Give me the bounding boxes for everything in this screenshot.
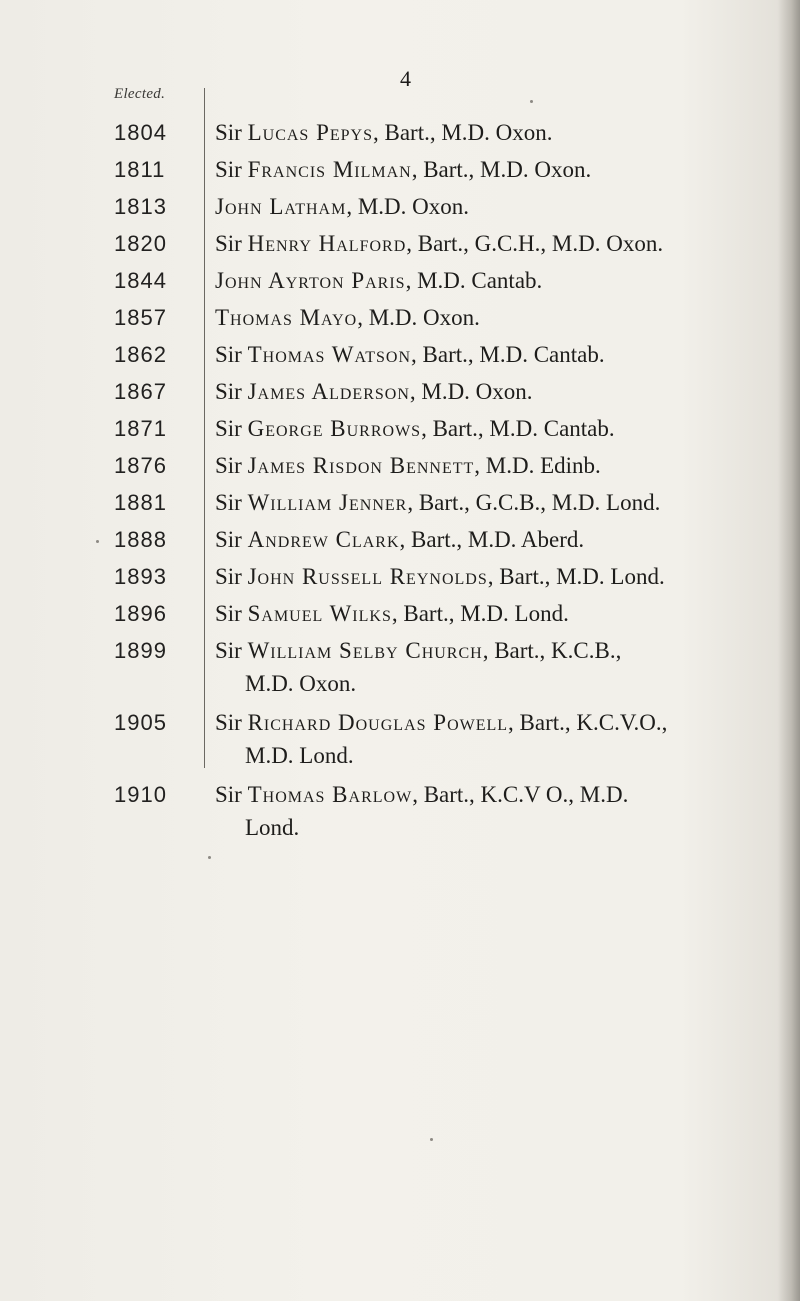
- entry-text: [215, 377, 775, 407]
- page-number: 4: [400, 66, 411, 91]
- entry-text: [215, 266, 775, 296]
- list-item: [0, 780, 780, 850]
- list-item: [0, 562, 780, 598]
- list-item: [0, 155, 780, 191]
- year-elected: 1910: [114, 782, 167, 807]
- list-item: [0, 525, 780, 561]
- entry-text: [215, 303, 775, 333]
- list-item: [0, 266, 780, 302]
- year-elected: 1820: [114, 231, 167, 256]
- entry-degrees: , Bart., M.D. Cantab.: [421, 416, 615, 441]
- entry-prefix: Sir: [215, 527, 248, 552]
- entry-text: [215, 780, 775, 810]
- year-elected: 1881: [114, 490, 167, 515]
- entry-degrees: , M.D. Oxon.: [409, 379, 533, 404]
- person-name: Richard Douglas Powell: [247, 710, 509, 735]
- paper-speck: [208, 856, 211, 859]
- entry-prefix: Sir: [215, 453, 248, 478]
- year-elected: 1862: [114, 342, 167, 367]
- year-elected: 1844: [114, 268, 167, 293]
- person-name: James Alderson: [247, 379, 410, 404]
- entry-text: [215, 229, 775, 259]
- entry-degrees: , Bart., K.C.V.O.,: [508, 710, 668, 735]
- paper-speck: [530, 100, 533, 103]
- person-name: William Jenner: [247, 490, 408, 515]
- person-name: Lucas Pepys: [247, 120, 373, 145]
- entry-text: [215, 414, 775, 444]
- list-item: [0, 414, 780, 450]
- entry-text: [215, 599, 775, 629]
- entry-degrees: , Bart., M.D. Cantab.: [411, 342, 605, 367]
- entry-text: [215, 451, 775, 481]
- person-name: Thomas Barlow: [247, 782, 413, 807]
- person-name: John Ayrton Paris: [215, 268, 406, 293]
- paper-speck: [96, 540, 99, 543]
- year-elected: 1888: [114, 527, 167, 552]
- list-item: [0, 303, 780, 339]
- year-elected: 1876: [114, 453, 167, 478]
- entry-prefix: Sir: [215, 342, 248, 367]
- entry-prefix: Sir: [215, 782, 248, 807]
- entry-degrees: , Bart., M.D. Oxon.: [373, 120, 553, 145]
- entry-prefix: Sir: [215, 564, 248, 589]
- year-elected: 1893: [114, 564, 167, 589]
- person-name: James Risdon Bennett: [247, 453, 475, 478]
- year-elected: 1811: [114, 157, 166, 182]
- entry-text: [215, 340, 775, 370]
- entry-text: [215, 525, 775, 555]
- entry-prefix: Sir: [215, 601, 248, 626]
- entry-prefix: Sir: [215, 379, 248, 404]
- entry-prefix: Sir: [215, 638, 248, 663]
- entry-degrees: , M.D. Oxon.: [346, 194, 469, 219]
- year-elected: 1896: [114, 601, 167, 626]
- entry-prefix: Sir: [215, 490, 248, 515]
- person-name: George Burrows: [247, 416, 422, 441]
- list-item: [0, 229, 780, 265]
- person-name: Francis Milman: [247, 157, 412, 182]
- person-name: Thomas Mayo: [215, 305, 358, 330]
- entry-degrees: , Bart., M.D. Lond.: [487, 564, 665, 589]
- entry-degrees: , Bart., M.D. Lond.: [391, 601, 569, 626]
- column-header-elected: Elected.: [114, 86, 166, 102]
- entry-degrees: , Bart., G.C.B., M.D. Lond.: [407, 490, 661, 515]
- year-elected: 1867: [114, 379, 167, 404]
- entry-text: [215, 636, 775, 666]
- person-name: Henry Halford: [247, 231, 407, 256]
- entry-continuation: Lond.: [245, 815, 300, 840]
- entry-text: [215, 118, 775, 148]
- entry-degrees: , M.D. Edinb.: [474, 453, 601, 478]
- entry-text: [215, 562, 775, 592]
- list-item: [0, 488, 780, 524]
- person-name: William Selby Church: [247, 638, 483, 663]
- entry-text: [215, 708, 775, 738]
- person-name: John Russell Reynolds: [247, 564, 488, 589]
- page-edge-shadow: [778, 0, 800, 1301]
- entry-degrees: , Bart., M.D. Aberd.: [399, 527, 585, 552]
- list-item: [0, 340, 780, 376]
- entry-prefix: Sir: [215, 157, 248, 182]
- list-item: [0, 708, 780, 778]
- year-elected: 1804: [114, 120, 167, 145]
- entry-continuation: M.D. Lond.: [245, 743, 354, 768]
- entry-degrees: , Bart., K.C.B.,: [482, 638, 622, 663]
- list-item: [0, 377, 780, 413]
- entry-text: [215, 192, 775, 222]
- list-item: [0, 636, 780, 706]
- entry-text: [215, 155, 775, 185]
- entry-degrees: , Bart., K.C.V O., M.D.: [412, 782, 629, 807]
- entry-degrees: , Bart., M.D. Oxon.: [411, 157, 592, 182]
- entry-prefix: Sir: [215, 120, 248, 145]
- year-elected: 1905: [114, 710, 167, 735]
- person-name: John Latham: [215, 194, 347, 219]
- entry-prefix: Sir: [215, 231, 248, 256]
- person-name: Andrew Clark: [247, 527, 400, 552]
- person-name: Thomas Watson: [247, 342, 412, 367]
- entry-degrees: , M.D. Cantab.: [405, 268, 543, 293]
- person-name: Samuel Wilks: [247, 601, 392, 626]
- list-item: [0, 599, 780, 635]
- entry-degrees: , M.D. Oxon.: [357, 305, 480, 330]
- list-item: [0, 118, 780, 154]
- entry-continuation: M.D. Oxon.: [245, 671, 357, 696]
- paper-speck: [430, 1138, 433, 1141]
- list-item: [0, 192, 780, 228]
- year-elected: 1871: [114, 416, 167, 441]
- entry-prefix: Sir: [215, 710, 248, 735]
- list-item: [0, 451, 780, 487]
- year-elected: 1813: [114, 194, 167, 219]
- entry-text: [215, 488, 775, 518]
- year-elected: 1899: [114, 638, 167, 663]
- year-elected: 1857: [114, 305, 167, 330]
- entry-degrees: , Bart., G.C.H., M.D. Oxon.: [406, 231, 664, 256]
- entry-prefix: Sir: [215, 416, 248, 441]
